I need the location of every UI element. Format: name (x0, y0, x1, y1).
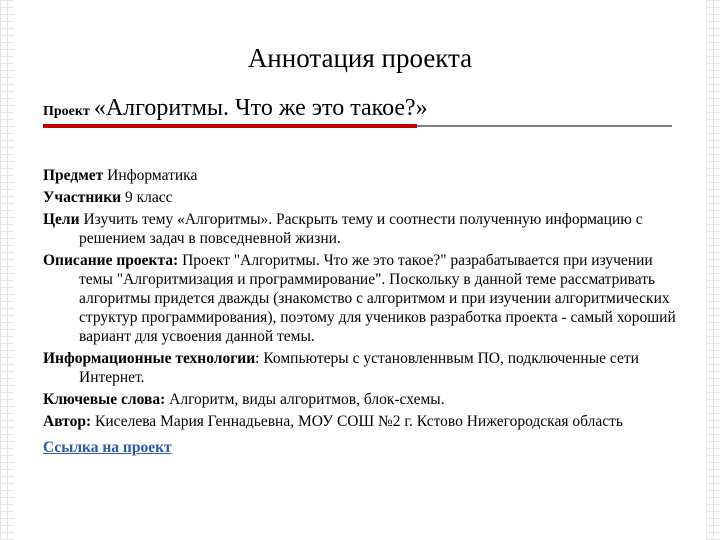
author-label: Автор: (43, 413, 92, 430)
author-row (43, 412, 678, 431)
slide-title: Аннотация проекта (247, 43, 473, 73)
description-row (43, 251, 678, 346)
right-grid-decoration (706, 0, 720, 540)
title-rule-gray (417, 125, 672, 127)
goals-value: Изучить тему «Алгоритмы». Раскрыть тему и соотнести полученную информацию с решением задач в повседневной жизни. (79, 211, 643, 247)
project-name: «Алгоритмы. Что же это такое?» (93, 95, 428, 121)
goals-row (43, 210, 678, 248)
description-label: Описание проекта: (43, 252, 179, 269)
keywords-row (43, 390, 678, 409)
participants-label: Участники (43, 189, 122, 206)
project-label: Проект (43, 104, 90, 119)
technologies-label: Информационные технологии (43, 350, 256, 367)
goals-label: Цели (43, 211, 80, 228)
annotation-body (43, 166, 678, 457)
subject-row (43, 166, 678, 185)
description-value: Проект "Алгоритмы. Что же это такое?" разрабатывается при изучении темы "Алгоритмизация и программирование". Поскольку в данной теме рассматривать алгоритмы придется дважды (знакомство с алгоритмом и при изучении алгоритмических структур программирования), поэтому для учеников разработка проекта - самый хороший вариант для усвоения данной темы. (79, 252, 676, 345)
project-link[interactable]: Ссылка на проект (43, 439, 172, 456)
keywords-label: Ключевые слова: (43, 391, 166, 408)
subject-value: Информатика (107, 167, 198, 184)
technologies-value: : Компьютеры с установленнвым ПО, подключенные сети Интернет. (79, 350, 639, 386)
project-heading (43, 95, 428, 122)
participants-row (43, 188, 678, 207)
technologies-row (43, 349, 678, 387)
title-rule-red (43, 124, 417, 128)
author-value: Киселева Мария Геннадьевна, МОУ СОШ №2 г. Кстово Нижегородская область (95, 413, 623, 430)
left-grid-decoration (0, 0, 14, 540)
participants-value: 9 класс (124, 189, 173, 206)
subject-label: Предмет (43, 167, 104, 184)
keywords-value: Алгоритм, виды алгоритмов, блок-схемы. (169, 391, 445, 408)
